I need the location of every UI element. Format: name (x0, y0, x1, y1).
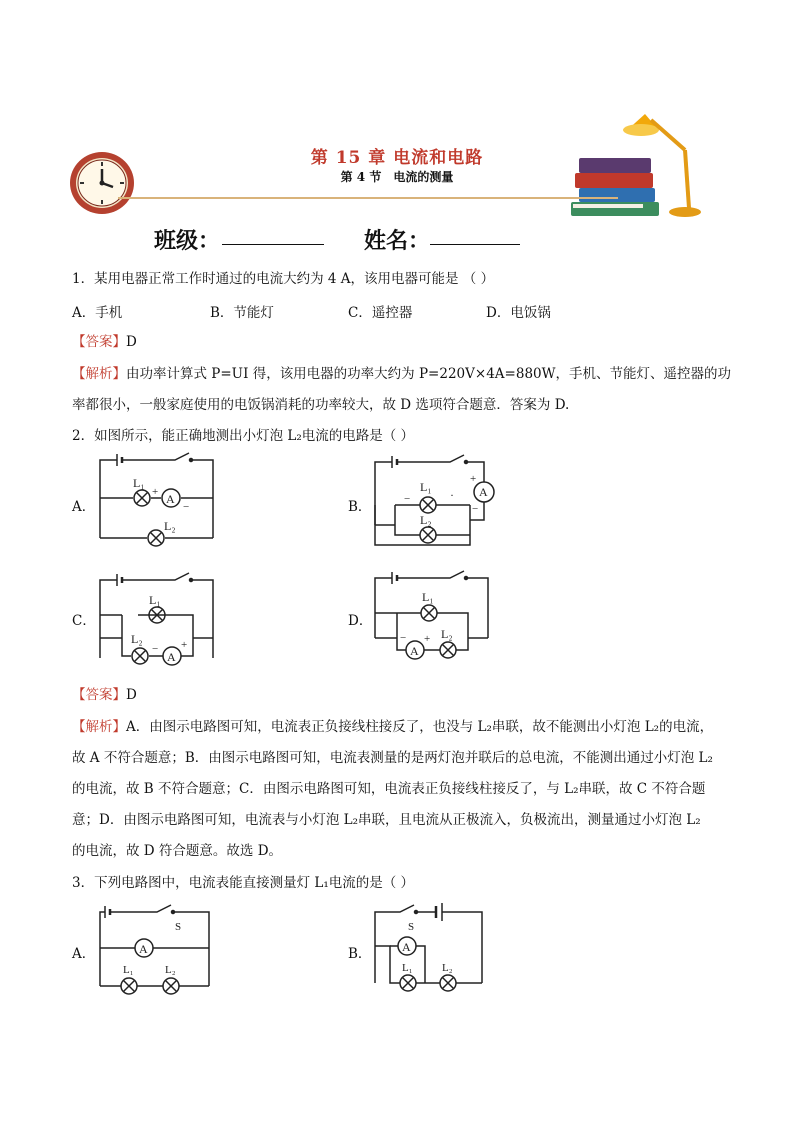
q2-option-a[interactable]: A． (72, 499, 96, 515)
circuit-diagram-c (95, 568, 220, 668)
q3-stem: 3．下列电路图中，电流表能直接测量灯 L₁电流的是（ ） (72, 875, 415, 891)
q1-analysis-line: 率都很小，一般家庭使用的电饭锅消耗的功率较大，故 D 选项符合题意．答案为 D. (72, 397, 570, 413)
lamp-label: L₂ (165, 964, 176, 976)
q1-stem: 1．某用电器正常工作时通过的电流大约为 4 A，该用电器可能是 （ ） (72, 271, 495, 287)
lamp-label: L₁ (123, 964, 134, 976)
q1-option-d[interactable]: D．电饭锅 (486, 305, 551, 321)
ammeter-label: A (139, 942, 148, 956)
ammeter-label: A (167, 650, 176, 664)
lamp-label: L₁ (422, 590, 434, 604)
circuit-diagram-3b (370, 898, 495, 998)
q1-option-c[interactable]: C．遥控器 (348, 305, 413, 321)
q2-analysis-line (72, 718, 713, 736)
answer-value: D (126, 687, 137, 703)
q2-answer (72, 686, 137, 704)
analysis-tag: 【解析】 (72, 719, 126, 735)
class-input[interactable] (222, 244, 324, 245)
lamp-label: L₂ (164, 519, 176, 533)
ammeter-label: A (166, 492, 175, 506)
q1-option-a[interactable]: A．手机 (72, 305, 123, 321)
minus-sign: − (404, 493, 411, 505)
minus-sign: − (183, 501, 190, 513)
q1-analysis-line (72, 365, 731, 383)
q2-option-d[interactable]: D． (348, 613, 373, 629)
q2-analysis-line: 故 A 不符合题意；B．由图示电路图可知，电流表测量的是两灯泡并联后的总电流，不能测出通过小灯泡 L₂ (72, 750, 713, 766)
circuit-diagram-3a (95, 898, 220, 998)
ammeter-label: A (410, 644, 419, 658)
lamp-label: L₂ (420, 513, 432, 527)
plus-sign: + (181, 639, 188, 651)
switch-label: S (408, 921, 415, 933)
name-label: 姓名： (364, 229, 431, 254)
lamp-label: L₁ (420, 480, 432, 494)
analysis-text: 由功率计算式 P=UI 得，该用电器的功率大约为 P=220V×4A=880W，手机、节能灯、遥控器的功 (126, 366, 731, 382)
q3-option-a[interactable]: A． (72, 946, 96, 962)
minus-sign: − (400, 632, 407, 644)
circuit-diagram-b (370, 450, 500, 550)
circuit-diagram-d (370, 568, 495, 668)
q2-stem: 2．如图所示，能正确地测出小灯泡 L₂电流的电路是（ ） (72, 428, 415, 444)
q2-analysis-line: 的电流，故 D 符合题意。故选 D。 (72, 843, 283, 859)
class-label: 班级： (154, 229, 221, 254)
section-number: 第 4 节 (340, 170, 382, 184)
ammeter-label: A (479, 485, 488, 499)
lamp-label: L₁ (133, 476, 145, 490)
switch-label: S (175, 921, 182, 933)
section-subtitle (0, 168, 794, 185)
header-divider (118, 197, 618, 199)
chapter-title: 第 15 章 电流和电路 (310, 148, 484, 168)
q2-option-c[interactable]: C． (72, 613, 96, 629)
lamp-label: L₂ (441, 627, 453, 641)
answer-value: D (126, 334, 137, 350)
answer-tag: 【答案】 (72, 687, 126, 703)
q2-analysis-line: 意；D．由图示电路图可知，电流表与小灯泡 L₂串联，且电流从正极流入，负极流出，测量通过小灯泡 L₂ (72, 812, 701, 828)
q2-option-b[interactable]: B． (348, 499, 372, 515)
plus-sign: + (152, 486, 159, 498)
q1-answer (72, 333, 137, 351)
section-name: 电流的测量 (393, 170, 454, 184)
lamp-label: L₁ (149, 593, 161, 607)
analysis-text: A．由图示电路图可知，电流表正负接线柱接反了，也没与 L₂串联，故不能测出小灯泡 L₂的电流， (126, 719, 714, 735)
lamp-label: L₂ (131, 632, 143, 646)
dot-mark: · (450, 488, 454, 502)
analysis-tag: 【解析】 (72, 366, 126, 382)
q1-option-b[interactable]: B．节能灯 (210, 305, 274, 321)
answer-tag: 【答案】 (72, 334, 126, 350)
plus-sign: + (470, 473, 477, 485)
circuit-diagram-a (95, 450, 220, 550)
minus-sign: − (152, 643, 159, 655)
plus-sign: + (424, 633, 431, 645)
q3-option-b[interactable]: B． (348, 946, 372, 962)
minus-sign: − (472, 503, 479, 515)
ammeter-label: A (402, 940, 411, 954)
name-input[interactable] (430, 244, 520, 245)
q2-analysis-line: 的电流，故 B 不符合题意；C．由图示电路图可知，电流表正负接线柱接反了，与 L₂串联，故 C 不符合题 (72, 781, 706, 797)
lamp-label: L₂ (442, 962, 453, 974)
lamp-label: L₁ (402, 962, 413, 974)
